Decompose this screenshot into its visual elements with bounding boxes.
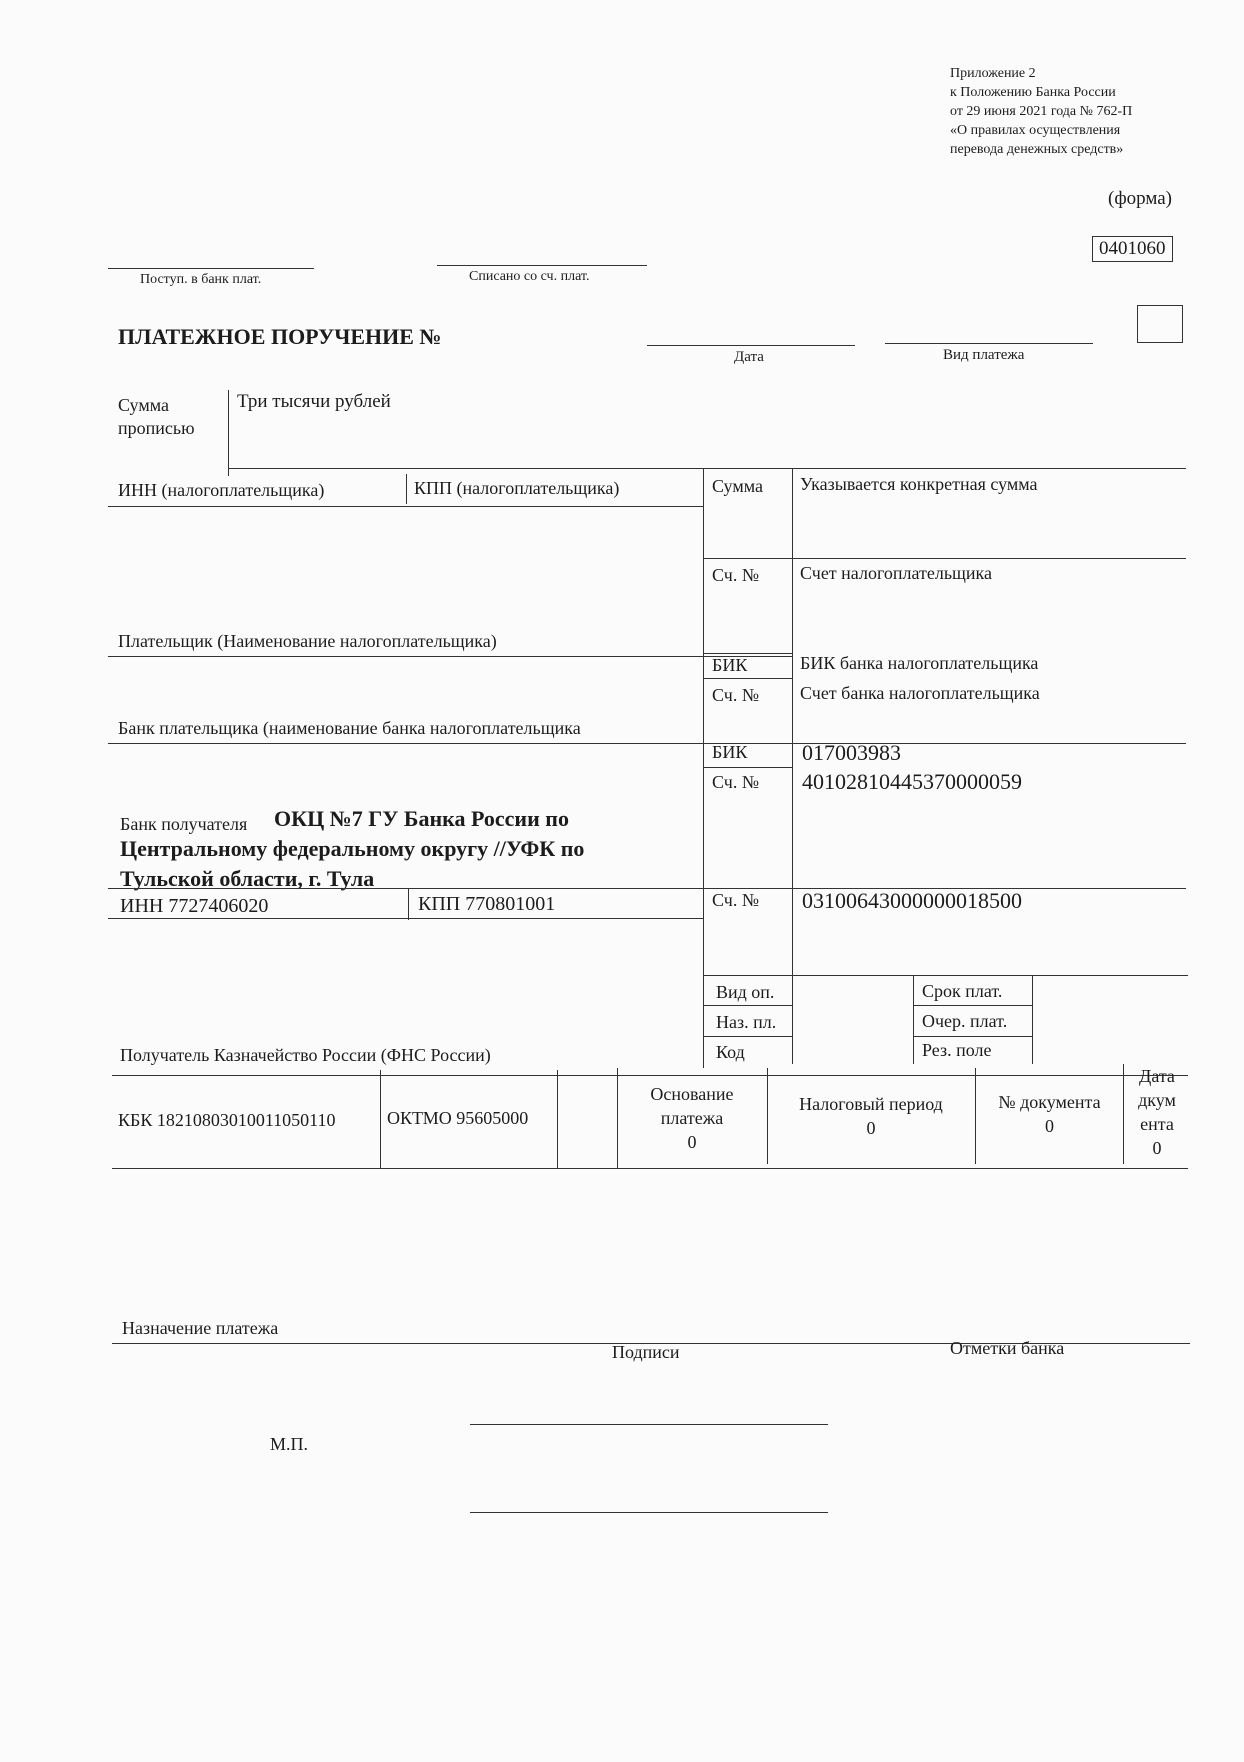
payment-basis-label: платежа bbox=[660, 1108, 724, 1128]
debited-label: Списано со сч. плат. bbox=[469, 269, 590, 284]
payer-bik-value: БИК банка налогоплательщика bbox=[800, 653, 1039, 673]
amount-words-label: прописью bbox=[118, 418, 195, 438]
payer-name-label: Плательщик (Наименование налогоплательщика) bbox=[118, 631, 497, 651]
payment-purpose-label: Назначение платежа bbox=[122, 1318, 279, 1338]
form-code-box: 0401060 bbox=[1092, 236, 1173, 262]
account-label: Сч. № bbox=[712, 565, 759, 585]
divider bbox=[975, 1068, 976, 1164]
signatures-label: Подписи bbox=[612, 1342, 680, 1362]
document-date-value: 0 bbox=[1152, 1138, 1162, 1158]
status-box bbox=[1137, 305, 1183, 343]
payment-basis bbox=[620, 1082, 764, 1154]
recipient-bik-label: БИК bbox=[712, 742, 748, 762]
payment-basis-value: 0 bbox=[687, 1132, 697, 1152]
divider bbox=[406, 474, 407, 504]
op-type-label: Вид оп. bbox=[716, 982, 775, 1002]
sum-value: Указывается конкретная сумма bbox=[800, 474, 1038, 494]
stamp-label: М.П. bbox=[270, 1434, 309, 1454]
divider bbox=[913, 975, 914, 1064]
payer-bik-label: БИК bbox=[712, 655, 748, 675]
appendix-line: «О правилах осуществления bbox=[950, 123, 1121, 138]
appendix-line: Приложение 2 bbox=[950, 66, 1036, 81]
divider bbox=[1123, 1064, 1124, 1164]
document-date-label: Дата bbox=[1139, 1066, 1175, 1086]
divider bbox=[112, 1075, 1188, 1076]
tax-period bbox=[770, 1092, 972, 1140]
sum-label: Сумма bbox=[712, 476, 763, 496]
divider bbox=[617, 1068, 618, 1168]
document-number bbox=[978, 1090, 1121, 1138]
divider bbox=[228, 390, 229, 476]
appendix-line: к Положению Банка России bbox=[950, 85, 1116, 100]
pay-purpose-label: Наз. пл. bbox=[716, 1012, 777, 1032]
account-value: Счет налогоплательщика bbox=[800, 563, 993, 583]
recipient-bank-label: Банк получателя bbox=[120, 814, 248, 834]
tax-period-value: 0 bbox=[866, 1118, 876, 1138]
recipient-kpp: КПП 770801001 bbox=[418, 893, 556, 915]
signature-line-2 bbox=[470, 1512, 828, 1513]
recipient-bank-name: ОКЦ №7 ГУ Банка России по bbox=[274, 806, 569, 831]
recipient-bik-value: 017003983 bbox=[802, 740, 901, 765]
divider bbox=[703, 678, 792, 679]
divider bbox=[703, 653, 792, 654]
page-title: ПЛАТЕЖНОЕ ПОРУЧЕНИЕ № bbox=[118, 324, 442, 349]
appendix-line: от 29 июня 2021 года № 762-П bbox=[950, 104, 1133, 119]
divider bbox=[108, 918, 703, 919]
divider bbox=[112, 1168, 1188, 1169]
divider bbox=[1032, 975, 1033, 1064]
document-date-label: дкум bbox=[1138, 1090, 1176, 1110]
payment-type-line bbox=[885, 343, 1093, 344]
amount-words-label: Сумма bbox=[118, 395, 169, 415]
divider bbox=[703, 975, 1188, 976]
bank-marks-label: Отметки банка bbox=[950, 1338, 1065, 1358]
divider bbox=[703, 1036, 792, 1037]
divider bbox=[228, 468, 1186, 469]
form-label: (форма) bbox=[1108, 188, 1173, 209]
divider bbox=[913, 1005, 1032, 1006]
divider bbox=[108, 656, 792, 657]
document-number-value: 0 bbox=[1045, 1116, 1054, 1136]
divider bbox=[767, 1068, 768, 1164]
order-label: Очер. плат. bbox=[922, 1011, 1008, 1031]
recipient-account-label: Сч. № bbox=[712, 890, 759, 910]
document-date-label: ента bbox=[1140, 1114, 1174, 1134]
payer-bank-account-label: Сч. № bbox=[712, 685, 759, 705]
due-label: Срок плат. bbox=[922, 981, 1003, 1001]
recipient-corr-label: Сч. № bbox=[712, 772, 759, 792]
recipient-bank-name: Тульской области, г. Тула bbox=[120, 866, 375, 891]
code-label: Код bbox=[716, 1042, 745, 1062]
divider bbox=[108, 743, 1186, 744]
payer-bank-account-value: Счет банка налогоплательщика bbox=[800, 683, 1040, 703]
divider bbox=[557, 1070, 558, 1168]
payment-type-label: Вид платежа bbox=[943, 347, 1025, 363]
divider bbox=[703, 1005, 792, 1006]
kbk: КБК 18210803010011050110 bbox=[118, 1110, 336, 1130]
tax-period-label: Налоговый период bbox=[799, 1094, 943, 1114]
debited-line bbox=[437, 265, 647, 266]
divider bbox=[913, 1036, 1032, 1037]
document-number-label: № документа bbox=[998, 1092, 1101, 1112]
signature-line-1 bbox=[470, 1424, 828, 1425]
received-line bbox=[108, 268, 314, 269]
recipient-corr-value: 40102810445370000059 bbox=[802, 769, 1022, 794]
reserve-label: Рез. поле bbox=[922, 1040, 992, 1060]
divider bbox=[108, 506, 703, 507]
recipient-account-value: 03100643000000018500 bbox=[802, 888, 1022, 913]
divider bbox=[703, 767, 792, 768]
payer-bank-label: Банк плательщика (наименование банка налогоплательщика bbox=[118, 718, 581, 738]
divider bbox=[703, 558, 1186, 559]
appendix-line: перевода денежных средств» bbox=[950, 142, 1124, 157]
document-date bbox=[1125, 1064, 1189, 1160]
payer-inn-label: ИНН (налогоплательщика) bbox=[118, 480, 325, 500]
divider bbox=[408, 888, 409, 920]
amount-words-value: Три тысячи рублей bbox=[237, 391, 391, 412]
divider bbox=[108, 888, 1186, 889]
recipient-bank-name: Центральному федеральному округу //УФК по bbox=[120, 836, 585, 861]
recipient-inn: ИНН 7727406020 bbox=[120, 895, 269, 917]
date-label: Дата bbox=[734, 349, 764, 365]
received-label: Поступ. в банк плат. bbox=[140, 272, 262, 287]
recipient-name: Получатель Казначейство России (ФНС России) bbox=[120, 1045, 491, 1065]
date-line bbox=[647, 345, 855, 346]
payment-basis-label: Основание bbox=[650, 1084, 734, 1104]
oktmo: ОКТМО 95605000 bbox=[387, 1108, 529, 1128]
payer-kpp-label: КПП (налогоплательщика) bbox=[414, 478, 620, 498]
divider bbox=[380, 1070, 381, 1168]
